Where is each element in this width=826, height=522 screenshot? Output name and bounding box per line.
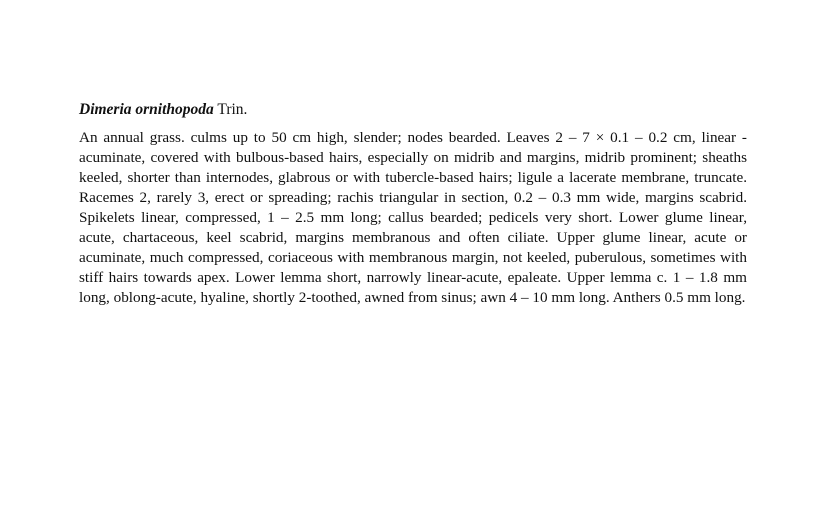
species-name: Dimeria ornithopoda: [79, 101, 214, 118]
species-author: Trin.: [217, 101, 248, 118]
species-entry: [79, 100, 747, 308]
species-heading: [79, 100, 747, 120]
species-description: An annual grass. culms up to 50 cm high, slender; nodes bearded. Leaves 2 – 7 × 0.1 – 0.2 cm, linear - acuminate, covered with bulbous-based hairs, especially on midrib and margins, midrib prominent; sheaths keeled, shorter than internodes, glabrous or with tubercle-based hairs; ligule a lacerate membrane, truncate. Racemes 2, rarely 3, erect or spreading; rachis triangular in section, 0.2 – 0.3 mm wide, margins scabrid. Spikelets linear, compressed, 1 – 2.5 mm long; callus bearded; pedicels very short. Lower glume linear, acute, chartaceous, keel scabrid, margins membranous and often ciliate. Upper glume linear, acute or acuminate, much compressed, coriaceous with membranous margin, not keeled, puberulous, sometimes with stiff hairs towards apex. Lower lemma short, narrowly linear-acute, epaleate. Upper lemma c. 1 – 1.8 mm long, oblong-acute, hyaline, shortly 2-toothed, awned from sinus; awn 4 – 10 mm long. Anthers 0.5 mm long.: [79, 129, 747, 306]
